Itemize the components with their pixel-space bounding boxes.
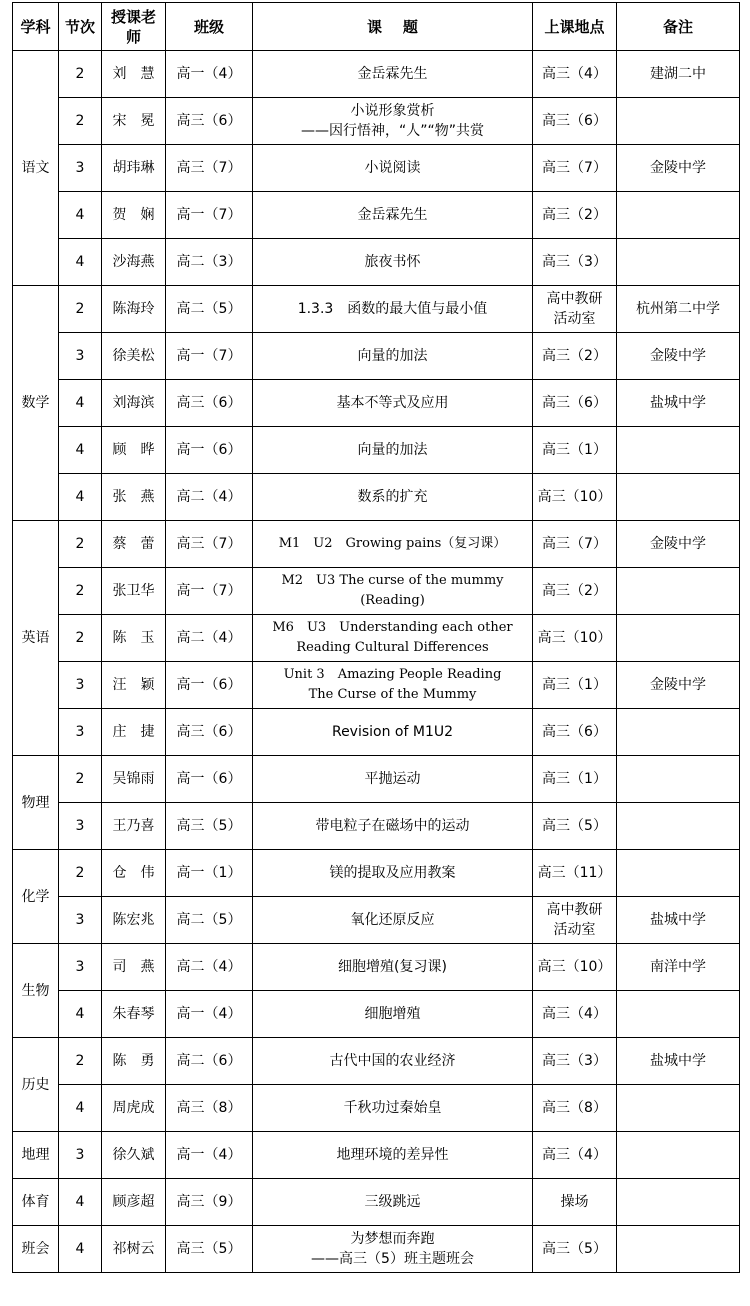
location-cell-line: 高三（7） [542, 160, 607, 176]
location-cell-line: 高三（7） [542, 536, 607, 552]
topic-cell-line: 地理环境的差异性 [336, 1147, 449, 1163]
topic-cell-line: 1.3.3 函数的最大值与最小值 [297, 301, 488, 317]
topic-cell-line: 平抛运动 [364, 771, 421, 787]
class-cell: 高二（5） [166, 897, 253, 944]
period-cell: 4 [59, 427, 102, 474]
location-cell [533, 1179, 617, 1226]
class-cell: 高二（5） [166, 286, 253, 333]
class-cell: 高一（7） [166, 333, 253, 380]
note-cell [617, 1085, 740, 1132]
location-cell [533, 51, 617, 98]
topic-cell [253, 427, 533, 474]
teacher-cell: 蔡 蕾 [102, 521, 166, 568]
note-cell [617, 709, 740, 756]
note-cell [617, 850, 740, 897]
period-cell: 4 [59, 991, 102, 1038]
period-cell: 2 [59, 615, 102, 662]
header-row [13, 3, 740, 51]
topic-cell [253, 239, 533, 286]
location-cell [533, 192, 617, 239]
location-cell [533, 380, 617, 427]
schedule-table [12, 2, 740, 1273]
topic-cell [253, 709, 533, 756]
table-row [13, 286, 740, 333]
subject-cell: 化学 [13, 850, 59, 944]
location-cell-line: 高三（1） [542, 677, 607, 693]
topic-cell-line: 三级跳远 [364, 1194, 421, 1210]
location-cell-line: 高三（6） [542, 113, 607, 129]
location-cell [533, 286, 617, 333]
location-cell-line: 高三（10） [537, 489, 612, 505]
topic-cell-line: 小说阅读 [364, 160, 421, 176]
note-cell [617, 239, 740, 286]
period-cell: 3 [59, 333, 102, 380]
location-cell-line: 高三（2） [542, 348, 607, 364]
note-cell: 南洋中学 [617, 944, 740, 991]
table-row [13, 380, 740, 427]
class-cell: 高二（4） [166, 944, 253, 991]
note-cell: 金陵中学 [617, 145, 740, 192]
class-cell: 高三（6） [166, 709, 253, 756]
topic-cell [253, 98, 533, 145]
topic-cell [253, 1179, 533, 1226]
topic-cell-line: 细胞增殖 [364, 1006, 421, 1022]
location-cell-line: 高三（5） [542, 1241, 607, 1257]
class-cell: 高一（7） [166, 568, 253, 615]
location-cell [533, 803, 617, 850]
topic-cell [253, 380, 533, 427]
subject-cell: 生物 [13, 944, 59, 1038]
class-cell: 高三（8） [166, 1085, 253, 1132]
location-cell-line: 高三（11） [537, 865, 612, 881]
topic-cell [253, 662, 533, 709]
location-cell [533, 239, 617, 286]
teacher-cell: 司 燕 [102, 944, 166, 991]
class-cell: 高一（7） [166, 192, 253, 239]
topic-cell [253, 333, 533, 380]
subject-cell: 物理 [13, 756, 59, 850]
table-row [13, 1226, 740, 1273]
location-cell-line: 高三（4） [542, 66, 607, 82]
period-cell: 3 [59, 944, 102, 991]
subject-cell: 英语 [13, 521, 59, 756]
topic-cell [253, 1132, 533, 1179]
location-cell-line: 高三（4） [542, 1006, 607, 1022]
note-cell: 杭州第二中学 [617, 286, 740, 333]
note-cell: 盐城中学 [617, 897, 740, 944]
location-cell [533, 709, 617, 756]
class-cell: 高三（6） [166, 380, 253, 427]
location-cell [533, 850, 617, 897]
header-location: 上课地点 [533, 3, 617, 51]
teacher-cell: 周虎成 [102, 1085, 166, 1132]
location-cell-line: 高三（1） [542, 771, 607, 787]
teacher-cell: 刘 慧 [102, 51, 166, 98]
table-row [13, 1132, 740, 1179]
class-cell: 高二（3） [166, 239, 253, 286]
header-subject: 学科 [13, 3, 59, 51]
location-cell [533, 615, 617, 662]
subject-cell: 语文 [13, 51, 59, 286]
period-cell: 4 [59, 1179, 102, 1226]
topic-cell [253, 1085, 533, 1132]
note-cell [617, 474, 740, 521]
topic-cell [253, 1038, 533, 1085]
class-cell: 高三（7） [166, 521, 253, 568]
note-cell [617, 756, 740, 803]
location-cell [533, 521, 617, 568]
location-cell [533, 1085, 617, 1132]
note-cell [617, 1132, 740, 1179]
location-cell [533, 944, 617, 991]
topic-cell-line: ——高三（5）班主题班会 [311, 1251, 474, 1267]
topic-cell-line: Unit 3 Amazing People Reading [283, 667, 502, 682]
table-row [13, 662, 740, 709]
topic-cell-line: Reading Cultural Differences [296, 640, 489, 655]
note-cell [617, 568, 740, 615]
location-cell-line: 高三（3） [542, 1053, 607, 1069]
subject-cell: 体育 [13, 1179, 59, 1226]
location-cell [533, 474, 617, 521]
period-cell: 4 [59, 239, 102, 286]
class-cell: 高一（6） [166, 427, 253, 474]
table-row [13, 521, 740, 568]
period-cell: 4 [59, 1226, 102, 1273]
header-topic: 课 题 [253, 3, 533, 51]
teacher-cell: 徐久斌 [102, 1132, 166, 1179]
note-cell: 金陵中学 [617, 662, 740, 709]
class-cell: 高一（4） [166, 51, 253, 98]
location-cell [533, 333, 617, 380]
topic-cell-line: 小说形象赏析 [350, 103, 435, 119]
period-cell: 4 [59, 1085, 102, 1132]
teacher-cell: 仓 伟 [102, 850, 166, 897]
period-cell: 4 [59, 192, 102, 239]
period-cell: 2 [59, 756, 102, 803]
topic-cell-line: The Curse of the Mummy [308, 687, 477, 702]
topic-cell [253, 286, 533, 333]
topic-cell [253, 521, 533, 568]
location-cell [533, 1132, 617, 1179]
location-cell-line: 高三（5） [542, 818, 607, 834]
location-cell-line: 高三（6） [542, 395, 607, 411]
subject-cell: 数学 [13, 286, 59, 521]
header-class: 班级 [166, 3, 253, 51]
location-cell-line: 高三（10） [537, 959, 612, 975]
class-cell: 高三（9） [166, 1179, 253, 1226]
note-cell [617, 1179, 740, 1226]
table-row [13, 427, 740, 474]
location-cell-line: 高中教研 [546, 291, 603, 307]
topic-cell-line: 古代中国的农业经济 [329, 1053, 456, 1069]
table-row [13, 568, 740, 615]
location-cell [533, 1226, 617, 1273]
topic-cell-line: 向量的加法 [357, 348, 428, 364]
period-cell: 2 [59, 850, 102, 897]
topic-cell-line: M2 U3 The curse of the mummy [281, 573, 504, 588]
teacher-cell: 王乃喜 [102, 803, 166, 850]
subject-cell: 地理 [13, 1132, 59, 1179]
location-cell-line: 高三（2） [542, 583, 607, 599]
location-cell [533, 1038, 617, 1085]
table-row [13, 944, 740, 991]
class-cell: 高一（1） [166, 850, 253, 897]
table-row [13, 991, 740, 1038]
table-row [13, 474, 740, 521]
topic-cell-line: 为梦想而奔跑 [350, 1231, 435, 1247]
class-cell: 高一（4） [166, 991, 253, 1038]
teacher-cell: 朱春琴 [102, 991, 166, 1038]
teacher-cell: 徐美松 [102, 333, 166, 380]
teacher-cell: 刘海滨 [102, 380, 166, 427]
note-cell [617, 98, 740, 145]
location-cell-line: 高三（1） [542, 442, 607, 458]
note-cell [617, 803, 740, 850]
period-cell: 4 [59, 474, 102, 521]
class-cell: 高三（6） [166, 98, 253, 145]
period-cell: 4 [59, 380, 102, 427]
teacher-cell: 顾 晔 [102, 427, 166, 474]
period-cell: 2 [59, 568, 102, 615]
teacher-cell: 贺 娴 [102, 192, 166, 239]
topic-cell-line: 细胞增殖(复习课) [338, 959, 447, 975]
topic-cell-line: M1 U2 Growing pains（复习课） [278, 536, 507, 551]
header-note: 备注 [617, 3, 740, 51]
class-cell: 高三（7） [166, 145, 253, 192]
topic-cell-line: 数系的扩充 [357, 489, 428, 505]
location-cell-line: 高三（8） [542, 1100, 607, 1116]
class-cell: 高二（4） [166, 474, 253, 521]
table-row [13, 98, 740, 145]
note-cell: 金陵中学 [617, 521, 740, 568]
teacher-cell: 陈宏兆 [102, 897, 166, 944]
class-cell: 高一（6） [166, 662, 253, 709]
period-cell: 3 [59, 662, 102, 709]
period-cell: 2 [59, 286, 102, 333]
topic-cell-line: ——因行悟神，“人”“物”共赏 [300, 123, 484, 139]
location-cell [533, 568, 617, 615]
location-cell-line: 操场 [560, 1194, 589, 1210]
teacher-cell: 顾彦超 [102, 1179, 166, 1226]
period-cell: 2 [59, 98, 102, 145]
note-cell [617, 1226, 740, 1273]
note-cell [617, 192, 740, 239]
schedule-body [13, 51, 740, 1273]
topic-cell [253, 944, 533, 991]
class-cell: 高二（6） [166, 1038, 253, 1085]
teacher-cell: 汪 颖 [102, 662, 166, 709]
class-cell: 高三（5） [166, 1226, 253, 1273]
topic-cell-line: 千秋功过秦始皇 [343, 1100, 442, 1116]
topic-cell-line: 金岳霖先生 [357, 66, 428, 82]
topic-cell [253, 756, 533, 803]
subject-cell: 班会 [13, 1226, 59, 1273]
topic-cell-line: 镁的提取及应用教案 [329, 865, 456, 881]
teacher-cell: 沙海燕 [102, 239, 166, 286]
location-cell [533, 427, 617, 474]
topic-cell [253, 1226, 533, 1273]
teacher-cell: 陈海玲 [102, 286, 166, 333]
period-cell: 3 [59, 803, 102, 850]
topic-cell-line: 金岳霖先生 [357, 207, 428, 223]
table-row [13, 850, 740, 897]
table-row [13, 333, 740, 380]
topic-cell [253, 568, 533, 615]
topic-cell [253, 192, 533, 239]
table-row [13, 756, 740, 803]
teacher-cell: 祁树云 [102, 1226, 166, 1273]
note-cell: 盐城中学 [617, 1038, 740, 1085]
period-cell: 2 [59, 521, 102, 568]
header-period: 节次 [59, 3, 102, 51]
topic-cell [253, 803, 533, 850]
period-cell: 3 [59, 709, 102, 756]
topic-cell [253, 615, 533, 662]
table-row [13, 51, 740, 98]
subject-cell: 历史 [13, 1038, 59, 1132]
location-cell-line: 高中教研 [546, 902, 603, 918]
location-cell [533, 98, 617, 145]
period-cell: 3 [59, 1132, 102, 1179]
class-cell: 高一（6） [166, 756, 253, 803]
topic-cell-line: 向量的加法 [357, 442, 428, 458]
topic-cell [253, 474, 533, 521]
location-cell [533, 756, 617, 803]
location-cell [533, 145, 617, 192]
location-cell [533, 897, 617, 944]
teacher-cell: 张 燕 [102, 474, 166, 521]
topic-cell-line: Revision of M1U2 [331, 724, 454, 740]
location-cell-line: 高三（2） [542, 207, 607, 223]
location-cell-line: 高三（3） [542, 254, 607, 270]
table-row [13, 192, 740, 239]
note-cell [617, 991, 740, 1038]
location-cell-line: 高三（6） [542, 724, 607, 740]
table-row [13, 1038, 740, 1085]
table-row [13, 1085, 740, 1132]
topic-cell [253, 51, 533, 98]
period-cell: 3 [59, 145, 102, 192]
class-cell: 高三（5） [166, 803, 253, 850]
table-row [13, 803, 740, 850]
teacher-cell: 吴锦雨 [102, 756, 166, 803]
topic-cell-line: 基本不等式及应用 [336, 395, 449, 411]
topic-cell [253, 850, 533, 897]
table-row [13, 239, 740, 286]
location-cell-line: 高三（10） [537, 630, 612, 646]
teacher-cell: 庄 捷 [102, 709, 166, 756]
table-row [13, 1179, 740, 1226]
topic-cell-line: 带电粒子在磁场中的运动 [315, 818, 470, 834]
teacher-cell: 胡玮琳 [102, 145, 166, 192]
period-cell: 2 [59, 51, 102, 98]
topic-cell-line: 氧化还原反应 [350, 912, 435, 928]
note-cell [617, 615, 740, 662]
table-row [13, 897, 740, 944]
topic-cell-line: 旅夜书怀 [364, 254, 421, 270]
location-cell [533, 991, 617, 1038]
topic-cell-line: M6 U3 Understanding each other [272, 620, 513, 635]
note-cell [617, 427, 740, 474]
table-row [13, 709, 740, 756]
note-cell: 盐城中学 [617, 380, 740, 427]
period-cell: 3 [59, 897, 102, 944]
topic-cell [253, 897, 533, 944]
class-cell: 高一（4） [166, 1132, 253, 1179]
teacher-cell: 张卫华 [102, 568, 166, 615]
table-row [13, 615, 740, 662]
class-cell: 高二（4） [166, 615, 253, 662]
location-cell-line: 高三（4） [542, 1147, 607, 1163]
topic-cell [253, 145, 533, 192]
location-cell-line: 活动室 [553, 922, 596, 938]
header-teacher: 授课老师 [102, 3, 166, 51]
teacher-cell: 陈 勇 [102, 1038, 166, 1085]
period-cell: 2 [59, 1038, 102, 1085]
topic-cell-line: (Reading) [360, 593, 425, 608]
teacher-cell: 陈 玉 [102, 615, 166, 662]
table-row [13, 145, 740, 192]
topic-cell [253, 991, 533, 1038]
location-cell-line: 活动室 [553, 311, 596, 327]
location-cell [533, 662, 617, 709]
note-cell: 建湖二中 [617, 51, 740, 98]
teacher-cell: 宋 冕 [102, 98, 166, 145]
note-cell: 金陵中学 [617, 333, 740, 380]
